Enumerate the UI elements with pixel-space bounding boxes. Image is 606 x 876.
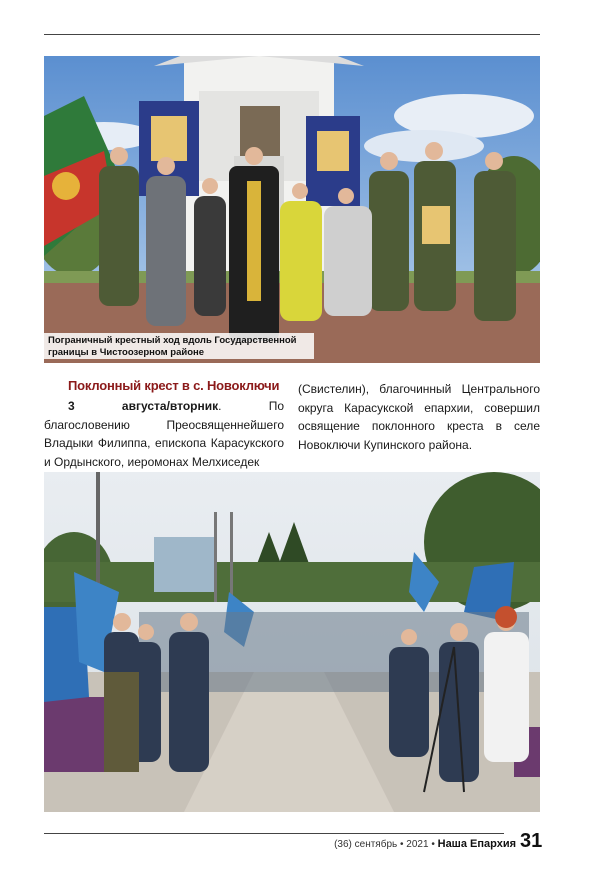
article-date-lead: 3 августа/вторник xyxy=(68,399,219,413)
caption-line-2: границы в Чистоозерном районе xyxy=(48,347,205,358)
footer-bullet: • xyxy=(400,839,404,850)
gathering-photo xyxy=(44,472,540,812)
footer-year: 2021 xyxy=(406,839,429,850)
article-column-1 xyxy=(44,397,284,471)
bottom-rule xyxy=(44,833,504,834)
page-number: 31 xyxy=(520,830,543,852)
page-footer xyxy=(334,838,516,850)
article-heading: Поклонный крест в с. Новоключи xyxy=(68,378,280,393)
article-column-1-text: . По благословению Преосвященнейшего Владыки Филиппа, епископа Карасукского и Ордынского, иеромонах Мелхиседек xyxy=(44,399,284,469)
caption-line-1: Пограничный крестный ход вдоль Государственной xyxy=(48,335,297,346)
top-rule xyxy=(44,34,540,35)
procession-photo xyxy=(44,56,540,363)
footer-bullet: • xyxy=(431,839,435,850)
footer-issue: (36) сентябрь xyxy=(334,839,398,850)
photo-caption xyxy=(44,333,314,359)
footer-journal-title: Наша Епархия xyxy=(437,838,516,850)
article-column-2: (Свистелин), благочинный Центрального округа Карасукской епархии, совершил освящение поклонного креста в селе Новоключи Купинского района. xyxy=(298,382,540,452)
